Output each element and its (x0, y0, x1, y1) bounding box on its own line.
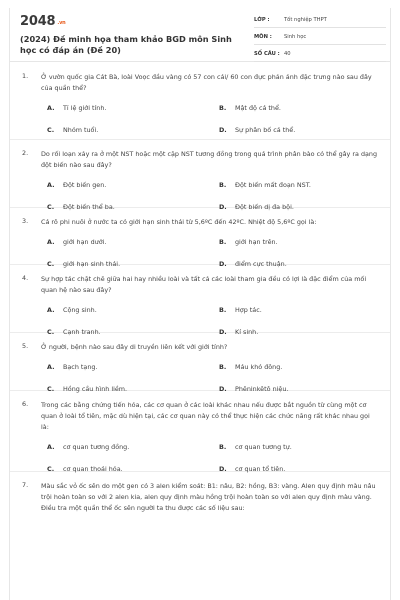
option-letter: D. (219, 203, 227, 211)
option-text: Đột biến gen. (63, 181, 107, 189)
option-letter: D. (219, 465, 227, 473)
option-text: Mật độ cá thể. (235, 104, 281, 112)
exam-header (10, 8, 390, 62)
site-logo[interactable]: 2048 .vn (20, 14, 66, 29)
answer-option-b[interactable] (219, 442, 391, 464)
option-text: Tỉ lệ giới tính. (63, 104, 107, 112)
question-text: Ở người, bệnh nào sau đây di truyền liên kết với giới tính? (41, 343, 228, 351)
option-text: Cộng sinh. (63, 306, 97, 314)
option-letter: D. (219, 126, 227, 134)
option-letter: B. (219, 104, 227, 112)
option-text: giới hạn dưới. (63, 238, 107, 246)
question-text: Ở vườn quốc gia Cát Bà, loài Voọc đầu vàng có 57 con cái/ 60 con đực phản ánh đặc trưng nào sau đây của quần thể? (41, 73, 372, 92)
option-text: Sự phân bố cá thể. (235, 126, 296, 134)
option-text: cơ quan tương đồng. (63, 443, 130, 451)
option-letter: D. (219, 328, 227, 336)
question-text: Do rối loạn xảy ra ở một NST hoặc một cặp NST tương đồng trong quá trình phân bào có thể gây ra dạng đột biến nào sau đây? (41, 150, 378, 169)
answer-option-a[interactable] (47, 103, 219, 125)
option-letter: D. (219, 260, 227, 268)
question-number: 2. (22, 149, 29, 157)
question-number: 3. (22, 217, 29, 225)
option-letter: C. (47, 126, 55, 134)
meta-count-row (254, 48, 386, 62)
option-text: Máu khó đông. (235, 363, 283, 371)
option-text: giới hạn trên. (235, 238, 278, 246)
question-number: 1. (22, 72, 29, 80)
meta-class-label: LỚP : (254, 17, 270, 23)
option-letter: B. (219, 181, 227, 189)
meta-subject-label: MÔN : (254, 34, 272, 40)
option-text: Đột biến dị đa bội. (235, 203, 294, 211)
option-letter: A. (47, 363, 55, 371)
option-letter: B. (219, 238, 227, 246)
exam-page (9, 8, 391, 600)
question-5 (10, 333, 390, 391)
exam-meta (254, 14, 386, 65)
option-letter: B. (219, 443, 227, 451)
question-text: Màu sắc vỏ ốc sên do một gen có 3 alen kiểm soát: B1: nâu, B2: hồng, B3: vàng. Alen quy định màu nâu trội hoàn toàn so với 2 alen kia, alen quy định màu hồng trội hoàn toàn so với alen quy định màu vàng. Điều tra một quần thể ốc sên người ta thu được các số liệu sau: (41, 482, 376, 512)
option-text: cơ quan tương tự. (235, 443, 292, 451)
option-letter: C. (47, 203, 55, 211)
logo-suffix: .vn (57, 20, 66, 26)
option-text: giới hạn sinh thái. (63, 260, 121, 268)
answer-option-b[interactable] (219, 362, 391, 384)
question-2 (10, 140, 390, 211)
option-letter: B. (219, 363, 227, 371)
option-text: Phêninkêtô niệu. (235, 385, 289, 393)
question-number: 5. (22, 342, 29, 350)
answer-option-b[interactable] (219, 305, 391, 327)
answer-option-b[interactable] (219, 103, 391, 125)
option-text: điểm cực thuận. (235, 260, 287, 268)
option-letter: C. (47, 260, 55, 268)
option-letter: C. (47, 385, 55, 393)
option-letter: A. (47, 104, 55, 112)
answer-option-a[interactable] (47, 180, 219, 202)
option-text: Đột biến thể ba. (63, 203, 115, 211)
option-text: Hồng cầu hình liềm. (63, 385, 128, 393)
option-letter: B. (219, 306, 227, 314)
option-text: Kí sinh. (235, 328, 259, 336)
question-list (10, 72, 390, 512)
answer-option-a[interactable] (47, 362, 219, 384)
option-text: Nhóm tuổi. (63, 126, 99, 134)
option-text: Hợp tác. (235, 306, 262, 314)
option-letter: C. (47, 328, 55, 336)
question-1 (10, 72, 390, 140)
option-text: Đột biến mất đoạn NST. (235, 181, 311, 189)
answer-option-a[interactable] (47, 442, 219, 464)
exam-title: (2024) Đề minh họa tham khảo BGD môn Sinh học có đáp án (Đề 20) (20, 34, 232, 55)
question-7 (10, 472, 390, 512)
meta-class-row (254, 14, 386, 28)
question-text: Trong các bằng chứng tiến hóa, các cơ quan ở các loài khác nhau nếu được bắt nguồn từ cùng một cơ quan ở loài tổ tiên, mặc dù hiện tại, các cơ quan này có thể thực hiện các chức năng rất khác nhau gọi là: (41, 401, 370, 431)
question-number: 4. (22, 274, 29, 282)
meta-subject-value: Sinh học (284, 34, 307, 40)
option-text: Bạch tạng. (63, 363, 98, 371)
question-4 (10, 265, 390, 336)
option-text: cơ quan tổ tiên. (235, 465, 286, 473)
meta-count-value: 40 (284, 51, 291, 57)
meta-class-value: Tốt nghiệp THPT (284, 17, 327, 23)
question-text: Sự hợp tác chặt chẽ giữa hai hay nhiều loài và tất cả các loài tham gia đều có lợi là đặc điểm của mối quan hệ nào sau đây? (41, 275, 367, 294)
meta-subject-row (254, 31, 386, 45)
option-letter: A. (47, 181, 55, 189)
question-3 (10, 208, 390, 268)
option-letter: A. (47, 238, 55, 246)
answer-option-b[interactable] (219, 237, 391, 259)
question-number: 6. (22, 400, 29, 408)
option-text: Cạnh tranh. (63, 328, 101, 336)
question-6 (10, 391, 390, 472)
option-letter: C. (47, 465, 55, 473)
answer-option-a[interactable] (47, 237, 219, 259)
option-letter: A. (47, 306, 55, 314)
question-text: Cá rô phi nuôi ở nước ta có giới hạn sinh thái từ 5,6ºC đến 42ºC. Nhiệt độ 5,6ºC gọi là: (41, 218, 317, 226)
option-text: cơ quan thoái hóa. (63, 465, 123, 473)
question-number: 7. (22, 481, 29, 489)
answer-option-b[interactable] (219, 180, 391, 202)
option-letter: D. (219, 385, 227, 393)
meta-count-label: SỐ CÂU : (254, 51, 280, 57)
answer-option-a[interactable] (47, 305, 219, 327)
option-letter: A. (47, 443, 55, 451)
